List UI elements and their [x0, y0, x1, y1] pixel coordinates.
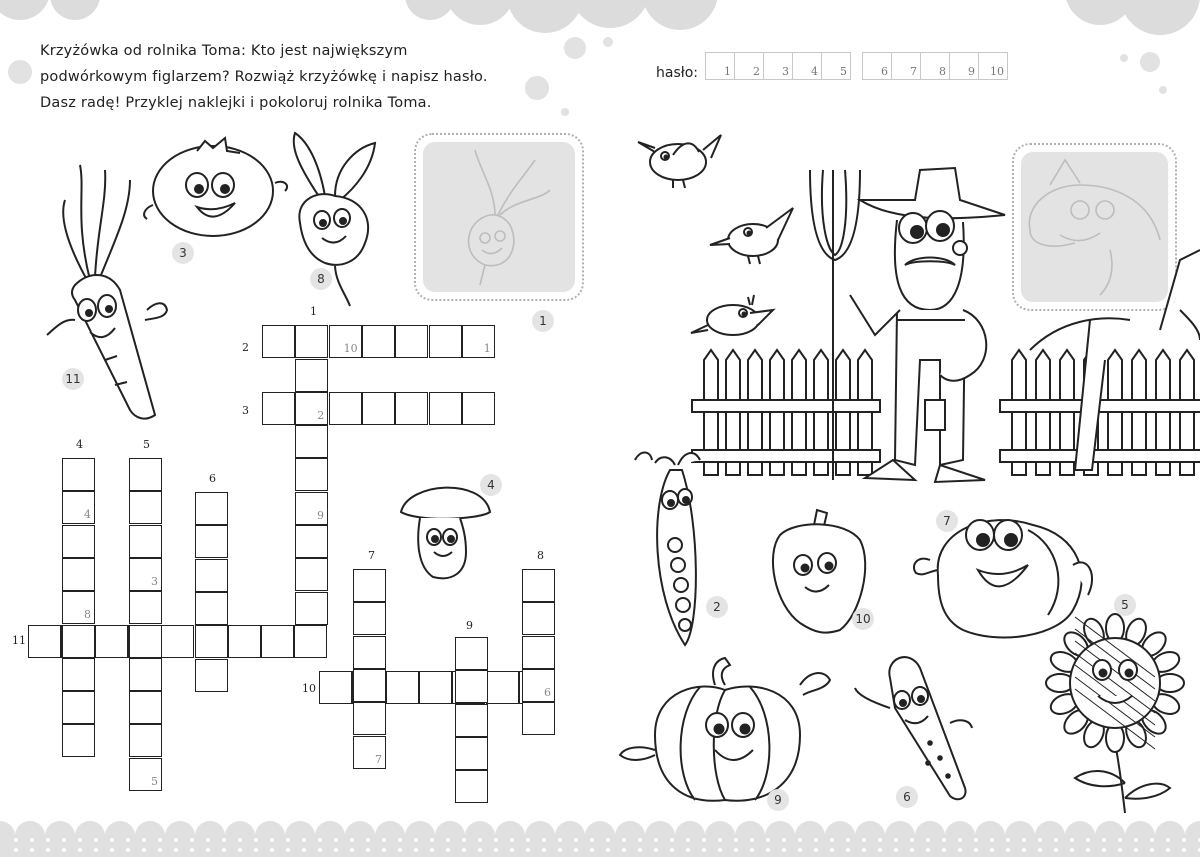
crossword-cell[interactable] — [295, 558, 328, 591]
crossword-cell[interactable] — [455, 670, 488, 703]
crossword-cell[interactable] — [455, 704, 488, 737]
crossword-cell[interactable] — [295, 592, 328, 625]
answer-slot[interactable]: 2 — [734, 52, 764, 80]
answer-slot[interactable]: 10 — [978, 52, 1008, 80]
crossword-cell[interactable] — [395, 325, 428, 358]
crossword-cell[interactable] — [522, 636, 555, 669]
crossword-cell[interactable] — [429, 325, 462, 358]
clue-number-4: 4 — [76, 438, 83, 451]
clue-number-6: 6 — [209, 472, 216, 485]
crossword-cell[interactable] — [195, 625, 228, 658]
crossword-cell[interactable] — [319, 671, 352, 704]
crossword-cell[interactable] — [129, 491, 162, 524]
crossword-cell[interactable] — [62, 724, 95, 757]
crossword-cell[interactable] — [62, 491, 95, 524]
label-badge-pepper: 10 — [852, 608, 874, 630]
pumpkin-icon — [615, 655, 845, 815]
instructions-line-2: podwórkowym figlarzem? Rozwiąż krzyżówkę i napisz hasło. — [40, 69, 488, 85]
crossword-cell[interactable] — [522, 602, 555, 635]
crossword-cell[interactable] — [129, 625, 162, 658]
beet-icon — [280, 128, 390, 308]
crossword-cell[interactable] — [329, 325, 362, 358]
crossword-cell[interactable] — [295, 458, 328, 491]
farmer-tom-icon — [805, 160, 1025, 490]
bird-icon — [633, 120, 723, 190]
answer-slot[interactable]: 8 — [920, 52, 950, 80]
instructions-line-1: Krzyżówka od rolnika Toma: Kto jest największym — [40, 43, 408, 59]
crossword-cell[interactable] — [462, 392, 495, 425]
instructions-line-3: Dasz radę! Przyklej naklejki i pokoloruj rolnika Toma. — [40, 95, 432, 111]
crossword-cell[interactable] — [62, 691, 95, 724]
label-badge-sunflower: 5 — [1114, 594, 1136, 616]
letter-marker: 4 — [84, 508, 91, 522]
crossword-cell[interactable] — [522, 669, 555, 702]
crossword-cell[interactable] — [295, 325, 328, 358]
crossword-cell[interactable] — [129, 658, 162, 691]
crossword-cell[interactable] — [228, 625, 261, 658]
crossword-cell[interactable] — [129, 558, 162, 591]
crossword-cell[interactable] — [295, 492, 328, 525]
sunflower-icon — [1040, 608, 1190, 818]
cucumber-icon — [850, 648, 990, 808]
crossword-cell[interactable] — [195, 659, 228, 692]
crossword-cell[interactable] — [294, 625, 327, 658]
letter-marker: 8 — [84, 608, 91, 622]
mushroom-icon — [398, 482, 493, 582]
answer-slot[interactable]: 6 — [862, 52, 892, 80]
answer-slot[interactable]: 3 — [763, 52, 793, 80]
clue-number-10: 10 — [302, 682, 316, 695]
label-badge-pumpkin: 9 — [767, 789, 789, 811]
crossword-cell[interactable] — [295, 359, 328, 392]
beet-outline-icon — [440, 140, 560, 290]
crossword-cell[interactable] — [522, 569, 555, 602]
letter-marker: 2 — [317, 409, 325, 422]
label-badge-carrot: 11 — [62, 368, 84, 390]
clue-number-9: 9 — [466, 619, 473, 632]
crossword-cell[interactable] — [161, 625, 194, 658]
crossword-cell[interactable] — [455, 637, 488, 670]
crossword-cell[interactable] — [522, 702, 555, 735]
crossword-cell[interactable] — [353, 569, 386, 602]
clue-number-7: 7 — [368, 549, 375, 562]
crossword-cell[interactable] — [195, 592, 228, 625]
crossword-cell[interactable] — [28, 625, 61, 658]
dotted-border-decoration-icon — [0, 822, 1200, 857]
crossword-cell[interactable] — [62, 625, 95, 658]
letter-marker: 1 — [483, 342, 491, 355]
crossword-cell[interactable] — [129, 458, 162, 491]
crossword-cell[interactable] — [429, 392, 462, 425]
clue-number-3: 3 — [242, 404, 249, 417]
answer-slot[interactable]: 4 — [792, 52, 822, 80]
label-badge-sticker: 1 — [532, 310, 554, 332]
crossword-cell[interactable] — [395, 392, 428, 425]
crossword-cell[interactable] — [62, 658, 95, 691]
crossword-cell[interactable] — [455, 737, 488, 770]
crossword-cell[interactable] — [262, 392, 295, 425]
crossword-cell[interactable] — [362, 325, 395, 358]
crossword-cell[interactable] — [455, 770, 488, 803]
crossword-cell[interactable] — [362, 392, 395, 425]
answer-slot[interactable]: 5 — [821, 52, 851, 80]
letter-marker: 9 — [317, 508, 324, 522]
instructions — [40, 38, 488, 116]
clue-number-8: 8 — [537, 549, 544, 562]
letter-marker: 7 — [375, 752, 382, 766]
label-badge-cucumber: 6 — [896, 786, 918, 808]
crossword-cell[interactable] — [95, 625, 128, 658]
label-badge-mushroom: 4 — [480, 474, 502, 496]
answer-slot[interactable]: 9 — [949, 52, 979, 80]
crossword-cell[interactable] — [62, 591, 95, 624]
answer-slot[interactable]: 7 — [891, 52, 921, 80]
crossword-cell[interactable] — [353, 736, 386, 769]
crossword-cell[interactable] — [462, 325, 495, 358]
crossword-cell[interactable] — [129, 724, 162, 757]
crossword-cell[interactable] — [295, 525, 328, 558]
crossword-cell[interactable] — [295, 425, 328, 458]
pea-pod-icon — [630, 445, 720, 655]
answer-slots — [705, 52, 1007, 80]
crossword-cell[interactable] — [262, 325, 295, 358]
letter-marker: 10 — [343, 342, 358, 355]
crossword-cell[interactable] — [486, 671, 519, 704]
label-badge-cabbage: 7 — [936, 510, 958, 532]
crossword-cell[interactable] — [353, 636, 386, 669]
crossword-cell[interactable] — [129, 758, 162, 791]
clue-number-11: 11 — [12, 634, 26, 647]
letter-marker: 5 — [151, 774, 158, 788]
crossword-cell[interactable] — [129, 525, 162, 558]
crossword-cell[interactable] — [353, 602, 386, 635]
crossword-cell[interactable] — [295, 392, 328, 425]
crossword-cell[interactable] — [129, 591, 162, 624]
crossword-cell[interactable] — [353, 669, 386, 702]
clue-number-1: 1 — [310, 305, 317, 318]
answer-slot[interactable]: 1 — [705, 52, 735, 80]
crossword-cell[interactable] — [195, 559, 228, 592]
bird-icon — [688, 285, 778, 350]
answer-label: hasło: — [656, 65, 699, 81]
horse-icon — [1030, 220, 1200, 480]
letter-marker: 6 — [544, 685, 551, 699]
crossword-cell[interactable] — [62, 558, 95, 591]
crossword-cell[interactable] — [329, 392, 362, 425]
bird-icon — [708, 200, 798, 270]
crossword-cell[interactable] — [62, 525, 95, 558]
crossword-cell[interactable] — [62, 458, 95, 491]
tomato-icon — [135, 133, 295, 243]
crossword-cell[interactable] — [195, 492, 228, 525]
label-badge-pea: 2 — [706, 596, 728, 618]
letter-marker: 3 — [151, 574, 158, 588]
clue-number-5: 5 — [143, 438, 150, 451]
label-badge-tomato: 3 — [172, 242, 194, 264]
crossword-cell[interactable] — [195, 525, 228, 558]
crossword-cell[interactable] — [386, 671, 419, 704]
clue-number-2: 2 — [242, 341, 249, 354]
crossword-cell[interactable] — [353, 702, 386, 735]
crossword-cell[interactable] — [129, 691, 162, 724]
label-badge-beet: 8 — [310, 268, 332, 290]
crossword-cell[interactable] — [261, 625, 294, 658]
crossword-cell[interactable] — [419, 671, 452, 704]
